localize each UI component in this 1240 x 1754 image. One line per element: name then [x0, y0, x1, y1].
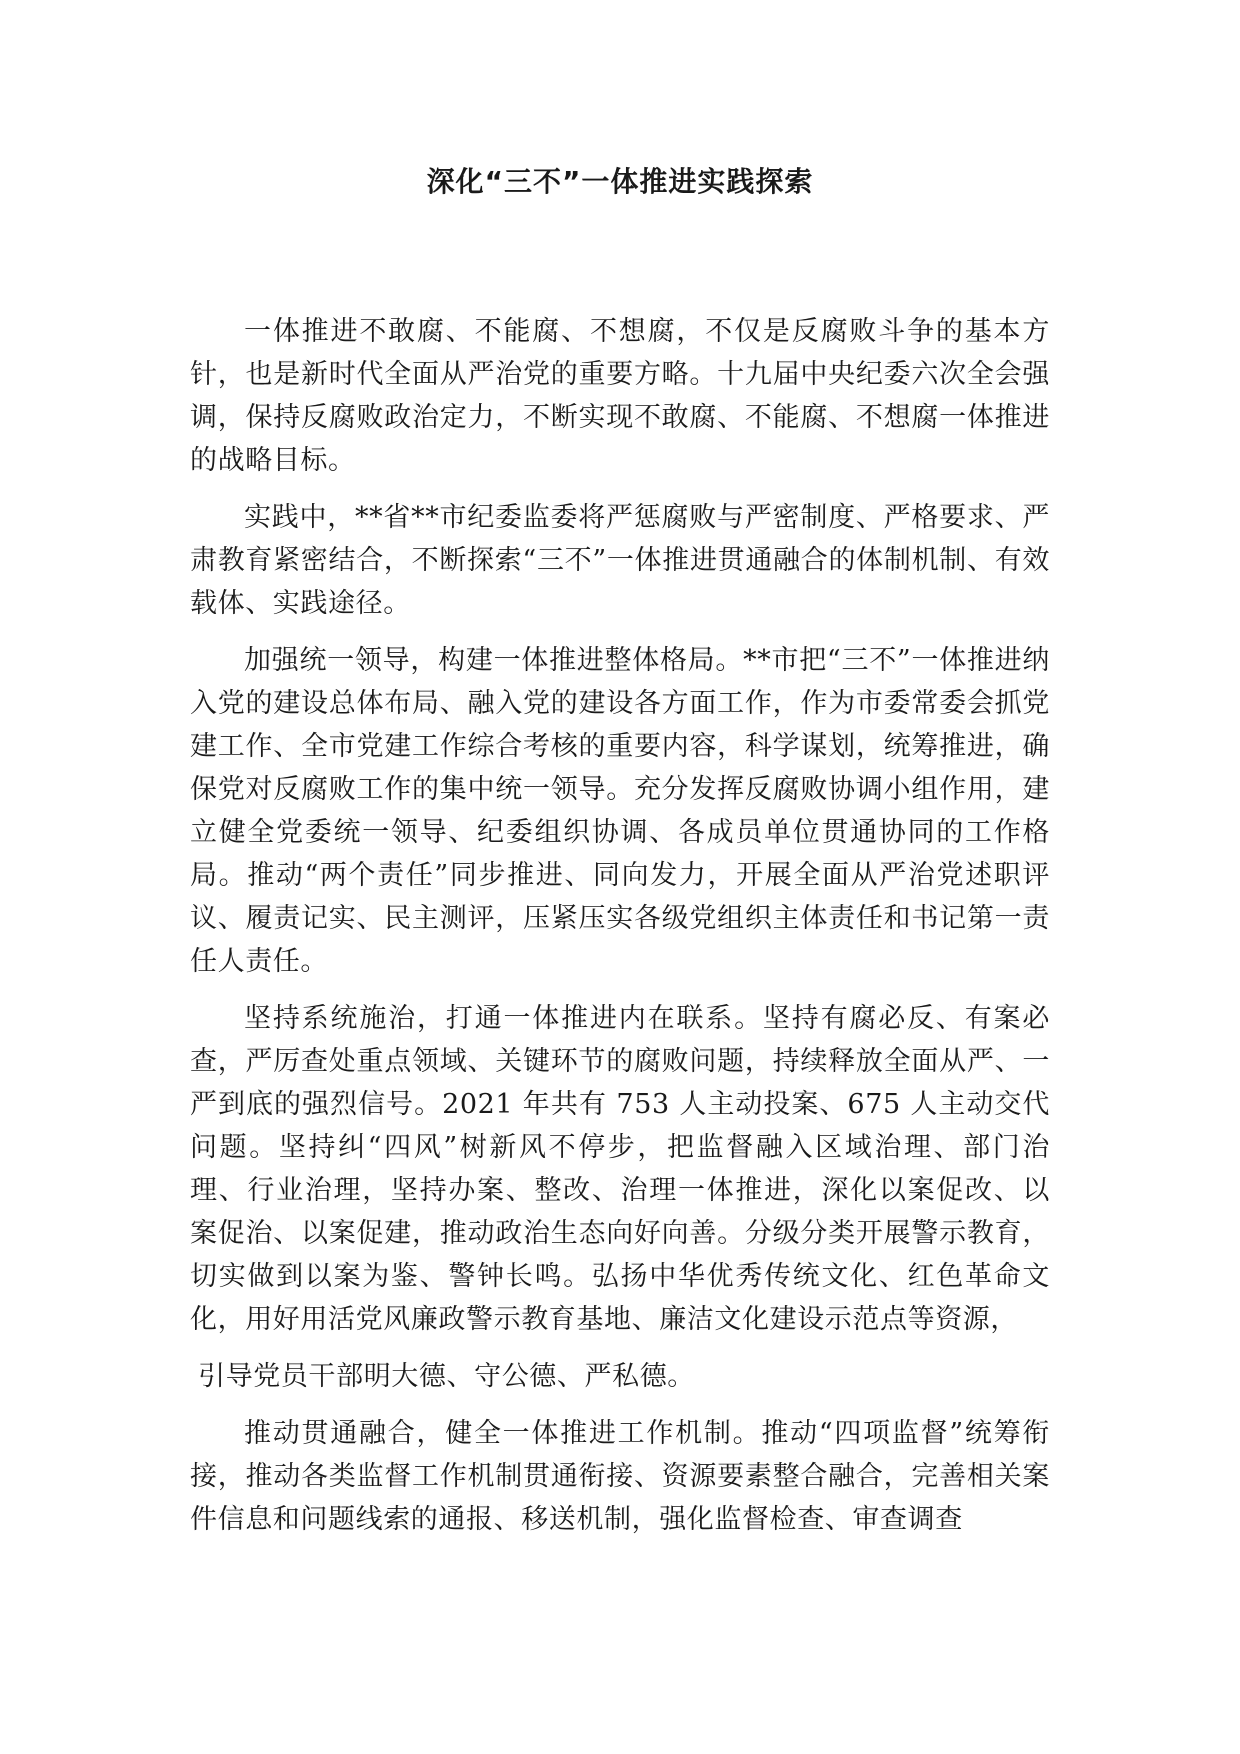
paragraph-practice: 实践中，**省**市纪委监委将严惩腐败与严密制度、严格要求、严肃教育紧密结合，不断探索“三不”一体推进贯通融合的体制机制、有效载体、实践途径。: [190, 502, 1050, 619]
document-body: [190, 310, 1050, 1555]
paragraph-integration: 推动贯通融合，健全一体推进工作机制。推动“四项监督”统筹衔接，推动各类监督工作机制贯通衔接、资源要素整合融合，完善相关案件信息和问题线索的通报、移送机制，强化监督检查、审查调查: [190, 1418, 1050, 1535]
paragraph-intro: 一体推进不敢腐、不能腐、不想腐，不仅是反腐败斗争的基本方针，也是新时代全面从严治党的重要方略。十九届中央纪委六次全会强调，保持反腐败政治定力，不断实现不敢腐、不能腐、不想腐一体推进的战略目标。: [190, 316, 1050, 476]
paragraph-systematic-governance: 坚持系统施治，打通一体推进内在联系。坚持有腐必反、有案必查，严厉查处重点领域、关键环节的腐败问题，持续释放全面从严、一严到底的强烈信号。2021 年共有 753 人主动投案、675 人主动交代 问题。坚持纠“四风”树新风不停步，把监督融入区域治理、部门治 理、行业治理，坚持办案、整改、治理一体推进，深化以案促改、以 案促治、以案促建，推动政治生态向好向善。分级分类开展警示教育， 切实做到以案为鉴、警钟长鸣。弘扬中华优秀传统文化、红色革命文 化，用好用活党风廉政警示教育基地、廉洁文化建设示范点等资源，: [190, 1003, 1050, 1335]
paragraph-continuation: 引导党员干部明大德、守公德、严私德。: [198, 1361, 695, 1392]
paragraph-leadership: 加强统一领导，构建一体推进整体格局。**市把“三不”一体推进纳入党的建设总体布局、融入党的建设各方面工作，作为市委常委会抓党建工作、全市党建工作综合考核的重要内容，科学谋划，统筹推进，确保党对反腐败工作的集中统一领导。充分发挥反腐败协调小组作用，建立健全党委统一领导、纪委组织协调、各成员单位贯通协同的工作格局。推动“两个责任”同步推进、同向发力，开展全面从严治党述职评议、履责记实、民主测评，压紧压实各级党组织主体责任和书记第一责任人责任。: [190, 645, 1050, 977]
document-title: 深化“三不”一体推进实践探索: [426, 165, 814, 198]
